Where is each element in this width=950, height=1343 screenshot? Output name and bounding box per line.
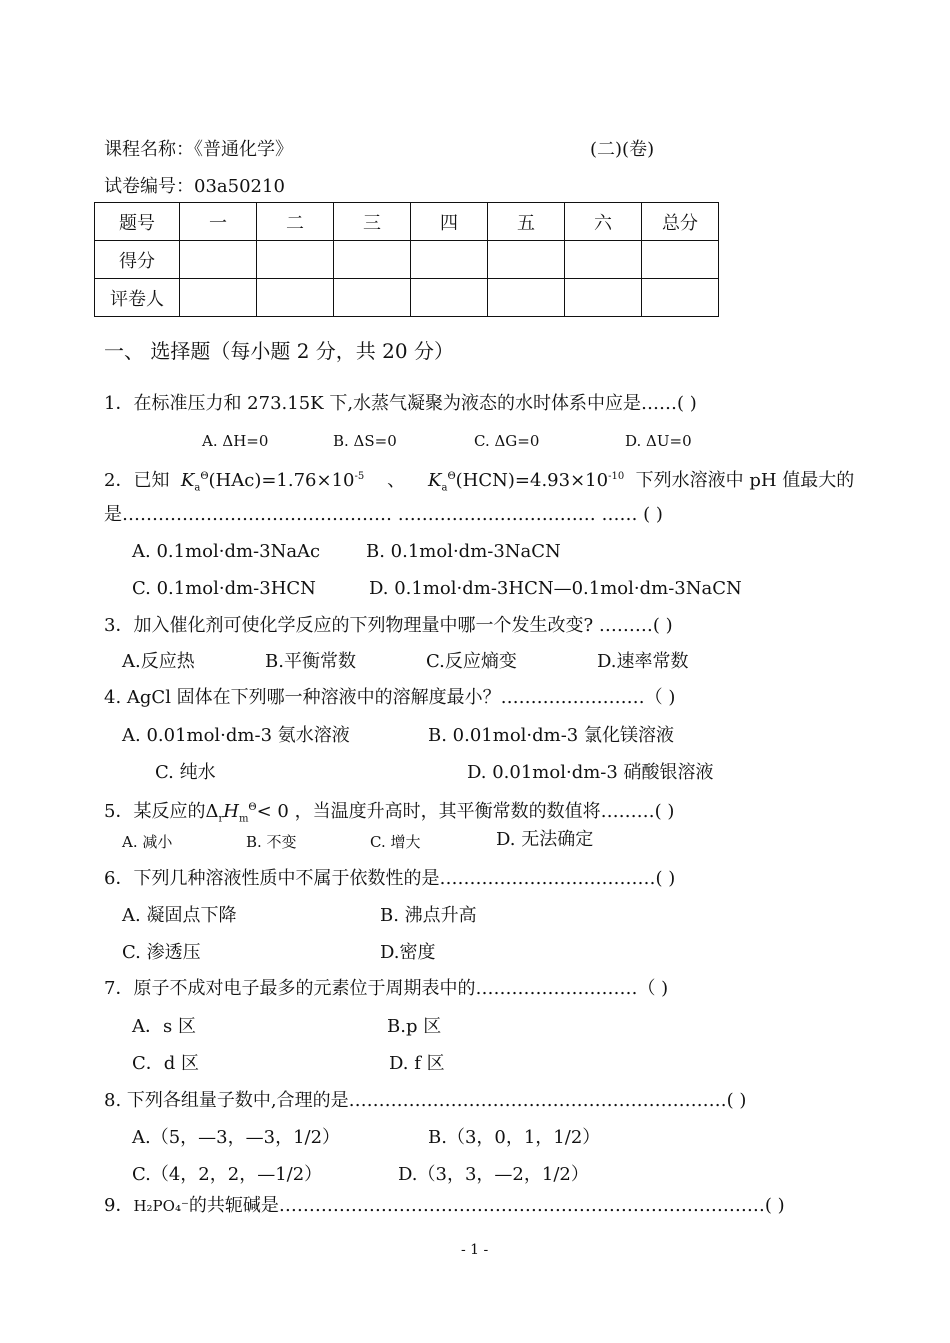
question-4-option-d: D. 0.01mol·dm-3 硝酸银溶液: [467, 762, 714, 783]
r-subscript: r: [218, 813, 224, 825]
exponent: -10: [608, 471, 625, 482]
grader-input-cell[interactable]: [411, 279, 488, 317]
question-5-suffix: < 0 ，当温度升高时，其平衡常数的数值将………( ): [256, 801, 675, 822]
question-5-option-b: B. 不变: [246, 833, 297, 851]
theta-superscript: Θ: [200, 471, 209, 482]
question-4-option-c: C. 纯水: [155, 762, 216, 783]
question-8-option-b: B.（3，0，1，1/2）: [428, 1127, 601, 1148]
course-name: 课程名称：《普通化学》: [104, 139, 293, 160]
score-table-row-score: [95, 241, 719, 279]
question-8-option-a: A.（5，—3，—3，1/2）: [132, 1127, 341, 1148]
question-6-stem: 6．下列几种溶液性质中不属于依数性的是………………………………( ): [104, 868, 676, 889]
page-number: - 1 -: [461, 1242, 489, 1258]
score-table-row-grader: [95, 279, 719, 317]
ka-subscript: a: [441, 482, 448, 494]
score-table: [94, 202, 719, 317]
table-cell: 一: [180, 203, 257, 241]
score-table-head-row: [95, 203, 719, 241]
question-3-stem: 3．加入催化剂可使化学反应的下列物理量中哪一个发生改变? ………( ): [104, 615, 673, 636]
question-1-option-a: A. ΔH=0: [202, 432, 269, 450]
table-cell: 三: [334, 203, 411, 241]
question-1-stem: 1．在标准压力和 273.15K 下,水蒸气凝聚为液态的水时体系中应是……( ): [104, 393, 697, 414]
question-5-prefix: 5．某反应的Δ: [104, 801, 219, 822]
question-5-stem: [104, 797, 674, 831]
question-4-option-a: A. 0.01mol·dm-3 氨水溶液: [122, 725, 350, 746]
question-2-option-a: A. 0.1mol·dm-3NaAc: [132, 541, 321, 562]
question-8-stem: 8. 下列各组量子数中,合理的是………………………………………………………( ): [104, 1090, 747, 1111]
grader-input-cell[interactable]: [334, 279, 411, 317]
grader-input-cell[interactable]: [565, 279, 642, 317]
score-input-cell[interactable]: [488, 241, 565, 279]
question-1-option-b: B. ΔS=0: [333, 432, 397, 450]
question-2-suffix: 下列水溶液中 pH 值最大的: [635, 470, 855, 491]
question-8-option-c: C.（4，2，2，—1/2）: [132, 1164, 323, 1185]
table-cell: 题号: [95, 203, 180, 241]
table-cell: 四: [411, 203, 488, 241]
question-5-option-d: D. 无法确定: [496, 829, 594, 850]
question-2-stem-line1: [104, 466, 854, 500]
paper-type: (二)(卷): [590, 139, 655, 160]
question-7-option-d: D. f 区: [389, 1053, 445, 1074]
enthalpy-symbol: H: [223, 801, 239, 822]
question-2-prefix: 2．已知: [104, 470, 170, 491]
question-6-option-b: B. 沸点升高: [380, 905, 477, 926]
question-2-stem-line2: 是……………………………………… …………………………… …… ( ): [104, 504, 663, 525]
question-5-option-c: C. 增大: [370, 833, 421, 851]
ka-symbol: K: [180, 470, 195, 491]
ka-symbol: K: [428, 470, 442, 491]
question-2-option-c: C. 0.1mol·dm-3HCN: [132, 578, 316, 599]
paper-number: 试卷编号：03a50210: [104, 176, 285, 197]
question-1-option-d: D. ΔU=0: [625, 432, 692, 450]
question-9-prefix: 9．: [104, 1195, 134, 1216]
table-cell: 总分: [642, 203, 719, 241]
score-input-cell[interactable]: [411, 241, 488, 279]
question-3-option-a: A.反应热: [122, 651, 195, 672]
chemical-formula: H₂PO₄⁻: [133, 1197, 189, 1215]
question-6-option-d: D.密度: [380, 942, 436, 963]
score-input-cell[interactable]: [642, 241, 719, 279]
theta-superscript: Θ: [248, 802, 257, 813]
grader-input-cell[interactable]: [257, 279, 334, 317]
table-cell: 二: [257, 203, 334, 241]
exponent: -5: [354, 471, 365, 482]
ka-hcn-value: (HCN)=4.93×10: [455, 470, 609, 491]
m-subscript: m: [238, 813, 249, 825]
question-7-option-c: C．d 区: [132, 1053, 200, 1074]
question-2-option-b: B. 0.1mol·dm-3NaCN: [366, 541, 561, 562]
question-3-option-c: C.反应熵变: [426, 651, 517, 672]
ka-subscript: a: [194, 482, 201, 494]
score-input-cell[interactable]: [565, 241, 642, 279]
table-cell: 五: [488, 203, 565, 241]
question-5-option-a: A. 减小: [122, 833, 173, 851]
grader-input-cell[interactable]: [488, 279, 565, 317]
score-input-cell[interactable]: [180, 241, 257, 279]
score-input-cell[interactable]: [257, 241, 334, 279]
question-7-stem: 7．原子不成对电子最多的元素位于周期表中的………………………（ ): [104, 978, 669, 999]
table-cell: 六: [565, 203, 642, 241]
score-input-cell[interactable]: [334, 241, 411, 279]
table-cell: 评卷人: [95, 279, 180, 317]
question-7-option-a: A．s 区: [132, 1016, 196, 1037]
question-9-stem: [104, 1195, 785, 1217]
question-4-option-b: B. 0.01mol·dm-3 氯化镁溶液: [428, 725, 674, 746]
question-4-stem: 4. AgCl 固体在下列哪一种溶液中的溶解度最小？……………………（ ): [104, 687, 676, 708]
question-6-option-c: C. 渗透压: [122, 942, 201, 963]
question-3-option-b: B.平衡常数: [265, 651, 356, 672]
question-1-option-c: C. ΔG=0: [474, 432, 540, 450]
question-2-option-d: D. 0.1mol·dm-3HCN—0.1mol·dm-3NaCN: [369, 578, 742, 599]
section-title: 一、 选择题（每小题 2 分，共 20 分）: [104, 339, 454, 363]
question-3-option-d: D.速率常数: [597, 651, 689, 672]
theta-superscript: Θ: [447, 471, 456, 482]
question-8-option-d: D.（3，3，—2，1/2）: [398, 1164, 589, 1185]
grader-input-cell[interactable]: [180, 279, 257, 317]
question-7-option-b: B.p 区: [387, 1016, 442, 1037]
table-cell: 得分: [95, 241, 180, 279]
grader-input-cell[interactable]: [642, 279, 719, 317]
separator: 、: [387, 470, 406, 491]
question-6-option-a: A. 凝固点下降: [122, 905, 237, 926]
ka-hac-value: (HAc)=1.76×10: [208, 470, 355, 491]
question-9-suffix: 的共轭碱是………………………………………………………………………( ): [188, 1195, 785, 1216]
